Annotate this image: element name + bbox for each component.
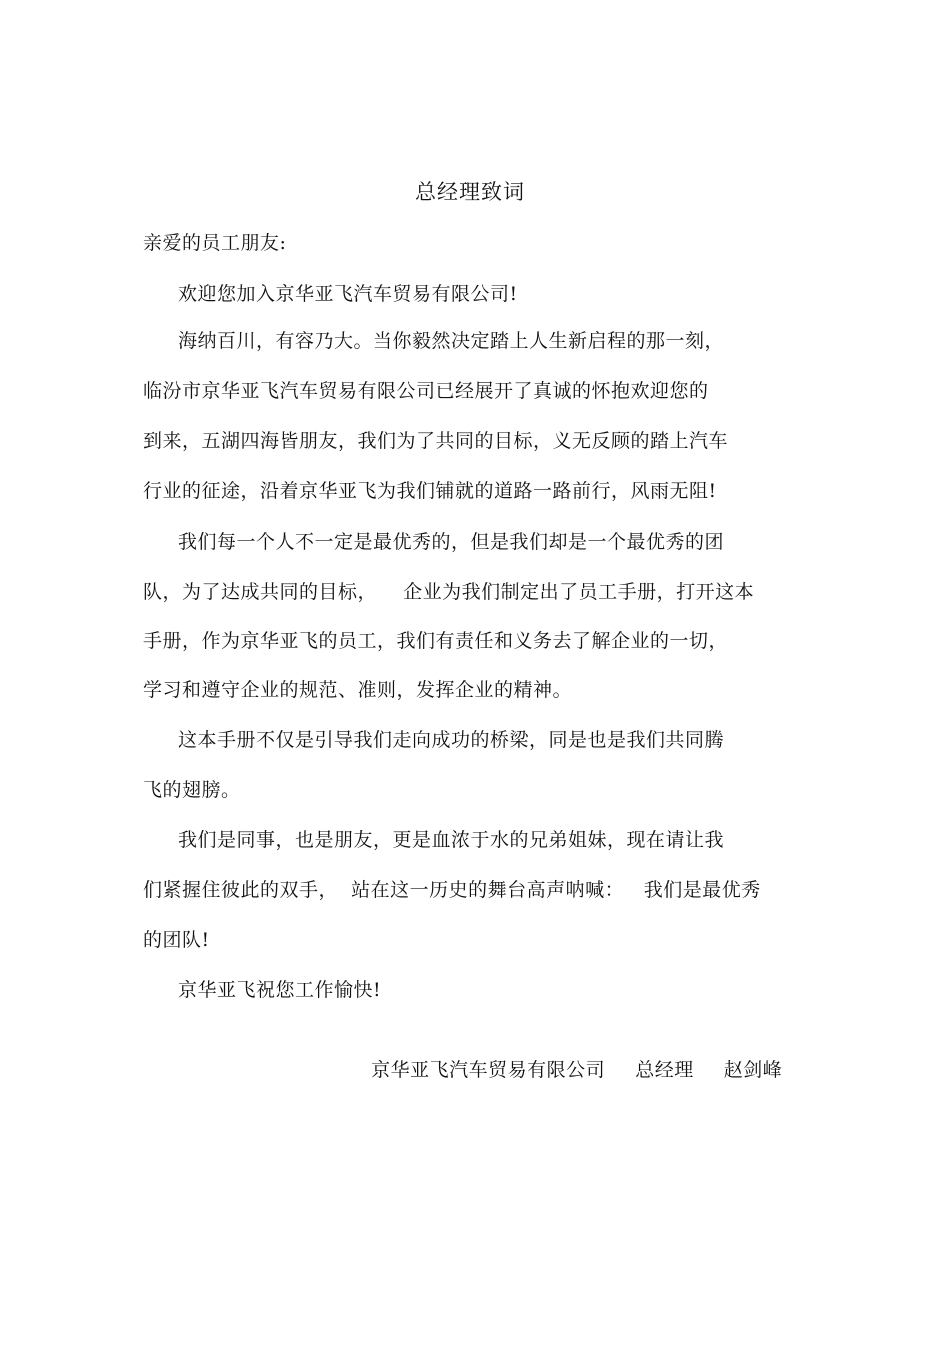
signature-name: 赵剑峰 [723,1059,783,1081]
body-line: 队，为了达成共同的目标， 企业为我们制定出了员工手册，打开这本 [143,581,755,603]
salutation: 亲爱的员工朋友: [143,232,287,254]
body-line: 欢迎您加入京华亚飞汽车贸易有限公司! [178,283,518,305]
body-line: 我们是同事，也是朋友，更是血浓于水的兄弟姐妹，现在请让我 [178,829,725,851]
body-line: 到来，五湖四海皆朋友，我们为了共同的目标，义无反顾的踏上汽车 [143,430,729,452]
body-line: 学习和遵守企业的规范、准则，发挥企业的精神。 [143,679,573,701]
signature-company: 京华亚飞汽车贸易有限公司 [371,1059,606,1081]
closing-line: 京华亚飞祝您工作愉快! [178,979,382,1001]
body-line: 海纳百川，有容乃大。当你毅然决定踏上人生新启程的那一刻， [178,330,725,352]
body-line: 们紧握住彼此的双手， 站在这一历史的舞台高声呐喊： 我们是最优秀 [143,879,761,901]
body-line: 这本手册不仅是引导我们走向成功的桥梁，同是也是我们共同腾 [178,729,725,751]
body-line: 行业的征途，沿着京华亚飞为我们铺就的道路一路前行，风雨无阻! [143,480,717,502]
body-line: 飞的翅膀。 [143,779,241,801]
body-line: 的团队! [143,929,210,951]
page-title: 总经理致词 [415,180,525,204]
body-line: 临汾市京华亚飞汽车贸易有限公司已经展开了真诚的怀抱欢迎您的 [143,380,709,402]
signature-position: 总经理 [635,1059,694,1081]
body-line: 手册，作为京华亚飞的员工，我们有责任和义务去了解企业的一切， [143,630,729,652]
body-line: 我们每一个人不一定是最优秀的，但是我们却是一个最优秀的团 [178,531,725,553]
signature-block [345,1025,782,1115]
